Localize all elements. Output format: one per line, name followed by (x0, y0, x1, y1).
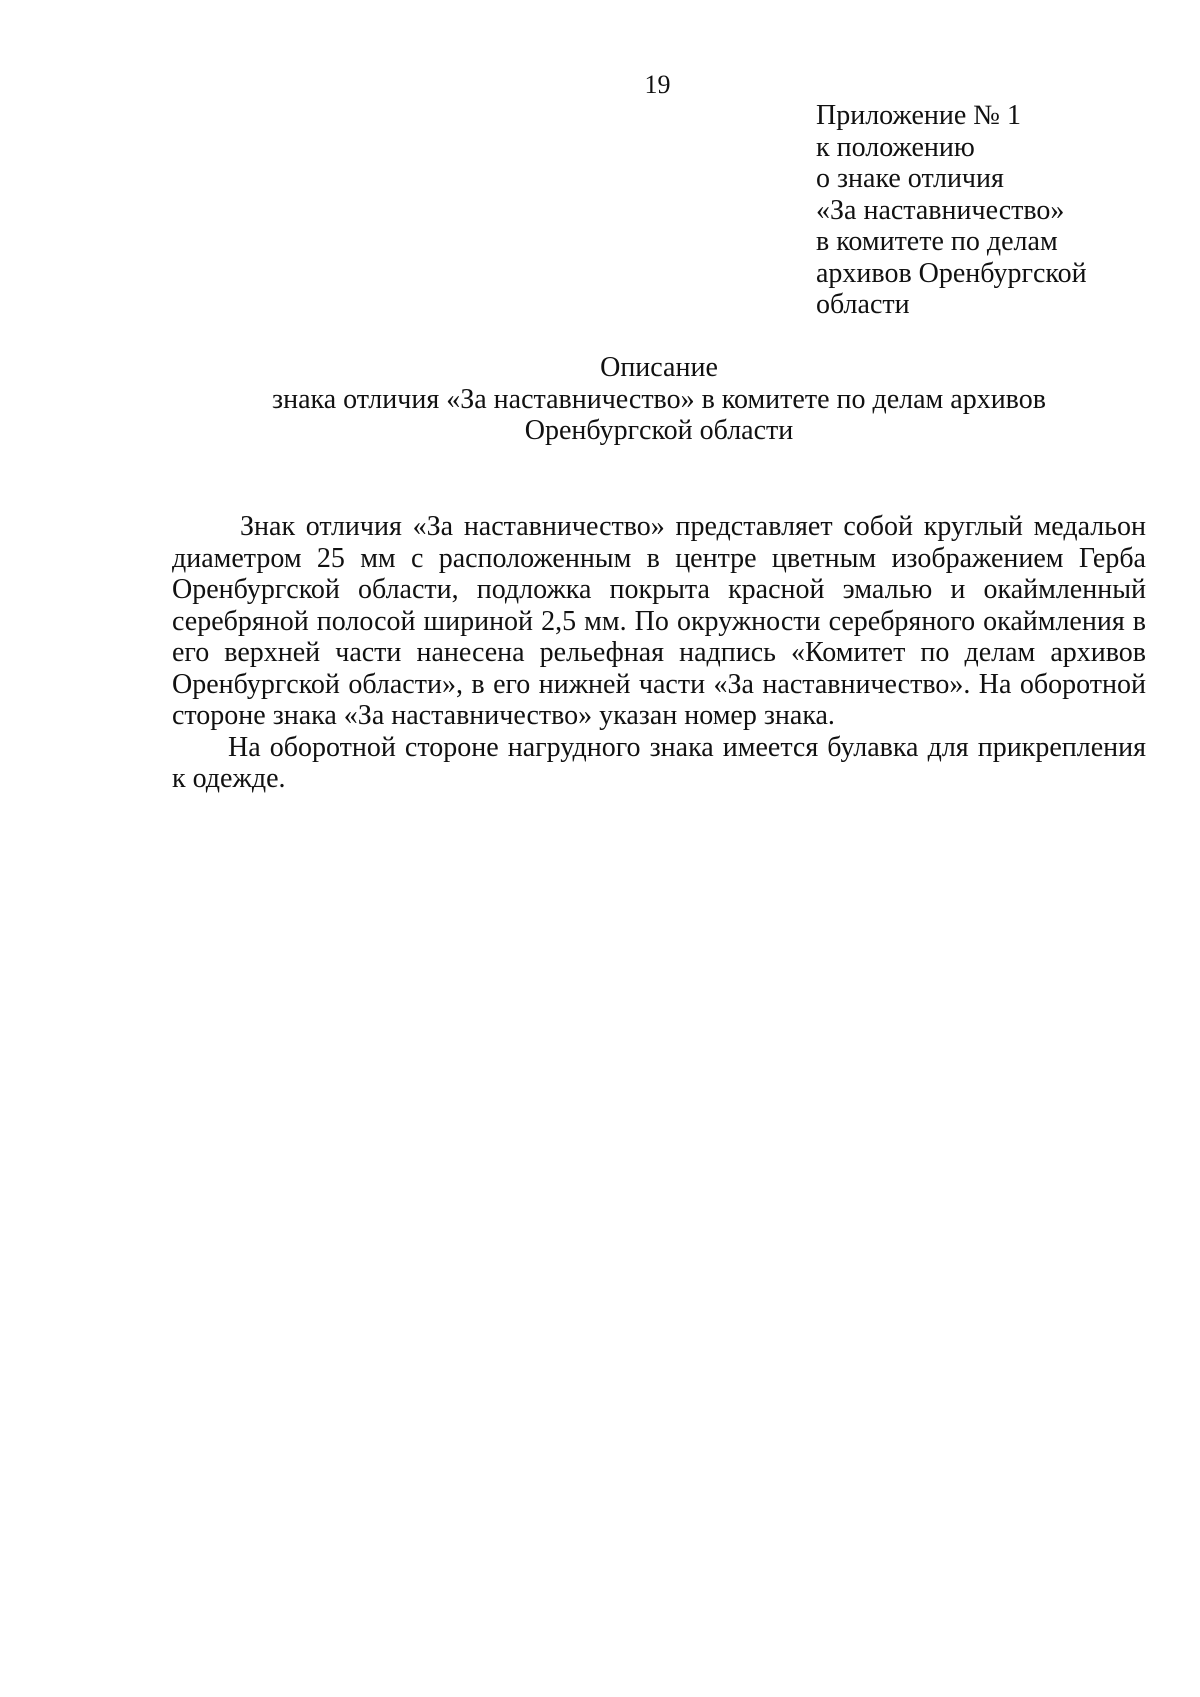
appendix-line: к положению (816, 131, 975, 163)
page-number: 19 (644, 70, 671, 99)
body-paragraph-2: На оборотной стороне нагрудного знака имеется булавка для прикрепления к одежде. (172, 731, 1146, 794)
appendix-line: в комитете по делам (816, 226, 1058, 257)
title-subheading-line-1: знака отличия «За наставничество» в комитете по делам архивов (272, 383, 1046, 415)
title-heading: Описание (600, 352, 718, 383)
appendix-line: «За наставничество» (816, 194, 1065, 226)
appendix-line: о знаке отличия (816, 163, 1004, 194)
appendix-line: архивов Оренбургской (816, 257, 1087, 289)
document-body (172, 511, 1146, 795)
body-paragraph-1: Знак отличия «За наставничество» представляет собой круглый медальон диаметром 25 мм с расположенным в центре цветным изображением Герба Оренбургской области, подложка покрыта красной эмалью и окаймленный серебряной полосой шириной 2,5 мм. По окружности серебряного окаймления в его верхней части нанесена рельефная надпись «Комитет по делам архивов Оренбургской области», в его нижней части «За наставничество». На оборотной стороне знака «За наставничество» указан номер знака. (172, 511, 1146, 731)
appendix-block (816, 100, 1186, 321)
title-subheading-line-2: Оренбургской области (524, 415, 794, 446)
appendix-line: области (816, 289, 910, 320)
appendix-line: Приложение № 1 (816, 100, 1021, 131)
document-title (170, 352, 1148, 447)
